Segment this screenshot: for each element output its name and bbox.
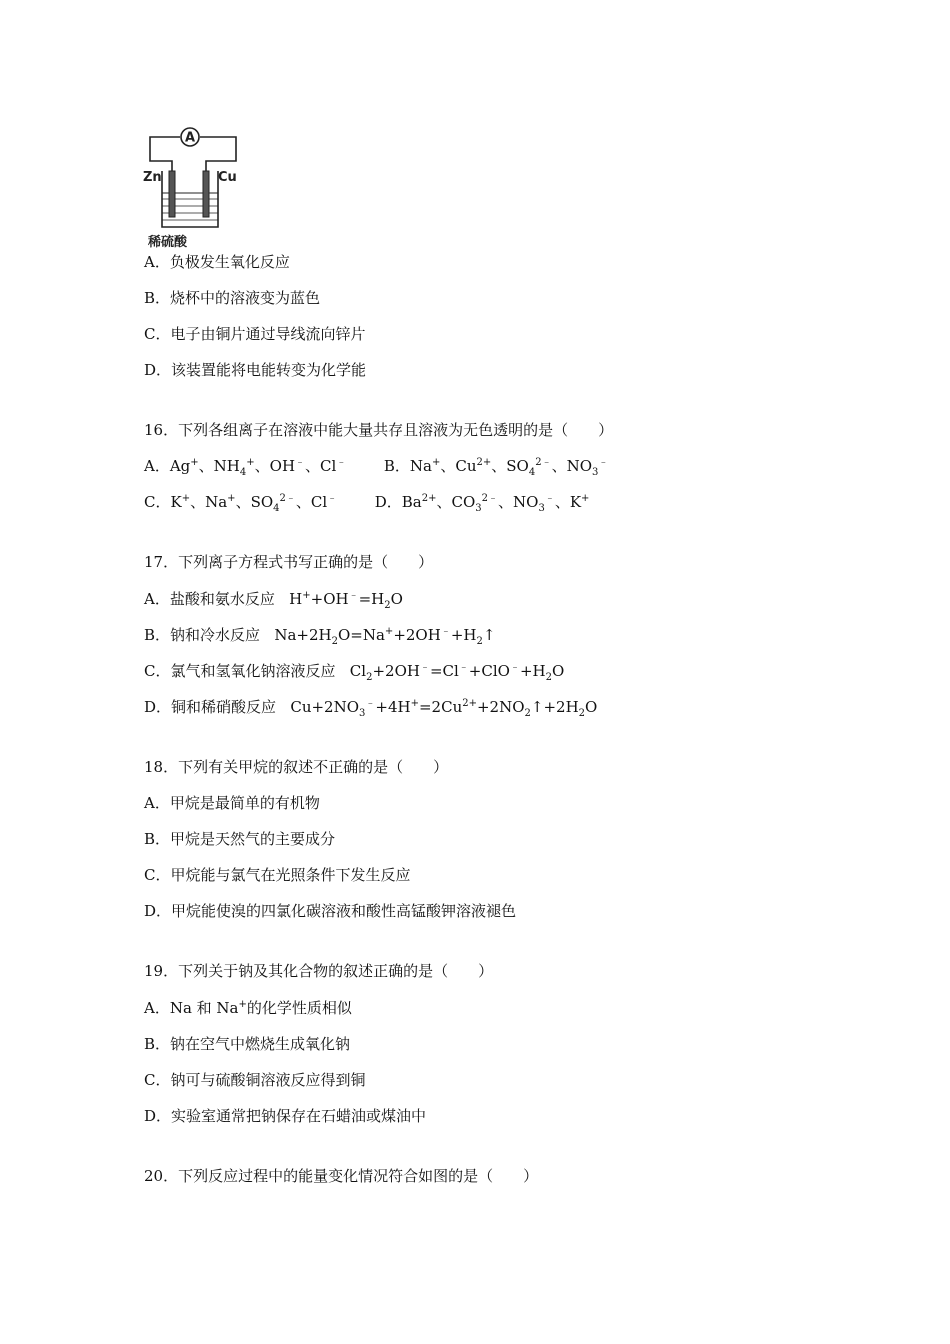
q17-option-a: A．盐酸和氨水反应 $H^++OH^﹣=H_2O$ [144, 590, 403, 611]
q19-option-c: C．钠可与硫酸铜溶液反应得到铜 [144, 1071, 366, 1089]
zinc-electrode [169, 171, 175, 217]
q15-option-a: A．负极发生氧化反应 [144, 253, 290, 271]
q17-d-formula: $Cu+2NO_3^﹣+4H^+=2Cu^{2+}+2NO_2↑+2H_2O$ [290, 698, 598, 719]
q16-option-c: C．K+、Na+、$SO_4^{2﹣}$、Cl﹣ [144, 493, 338, 514]
q18-option-a: A．甲烷是最简单的有机物 [144, 794, 320, 812]
q17-option-d: D．铜和稀硝酸反应 $Cu+2NO_3^﹣+4H^+=2Cu^{2+}+2NO_2↑+2H_2O$ [144, 698, 598, 719]
ammeter-label: A [184, 130, 196, 146]
galvanic-cell-diagram [142, 127, 242, 249]
galvanic-cell-figure [142, 127, 242, 249]
q17-option-b: B．钠和冷水反应 $Na+2H_2O=Na^++2OH^﹣+H_2↑$ [144, 626, 496, 647]
q19-option-b: B．钠在空气中燃烧生成氧化钠 [144, 1035, 351, 1053]
q16-option-a: A．Ag+、$NH_4^+$、OH﹣、Cl﹣ [144, 457, 347, 478]
q18-option-d: D．甲烷能使溴的四氯化碳溶液和酸性高锰酸钾溶液褪色 [144, 902, 517, 920]
q16-option-d: D．$Ba^{2+}$、$CO_3^{2﹣}$、$NO_3^﹣$、K+ [374, 493, 590, 514]
q15-option-c: C．电子由铜片通过导线流向锌片 [144, 325, 366, 343]
q19-option-d: D．实验室通常把钠保存在石蜡油或煤油中 [144, 1107, 427, 1125]
q16-options-cd [144, 492, 589, 512]
q16-options-ab [144, 456, 608, 476]
q17-stem: 17．下列离子方程式书写正确的是（ ） [144, 553, 434, 571]
q20-stem: 20．下列反应过程中的能量变化情况符合如图的是（ ） [144, 1167, 539, 1185]
q16-stem: 16．下列各组离子在溶液中能大量共存且溶液为无色透明的是（ ） [144, 421, 614, 439]
solution-label: 稀硫酸 [148, 235, 188, 249]
q15-option-b: B．烧杯中的溶液变为蓝色 [144, 289, 321, 307]
q17-b-formula: $Na+2H_2O=Na^++2OH^﹣+H_2↑$ [274, 626, 496, 647]
q17-option-c: C．氯气和氢氧化钠溶液反应 $Cl_2+2OH^﹣=Cl^﹣+ClO^﹣+H_2O$ [144, 662, 565, 683]
q17-c-formula: $Cl_2+2OH^﹣=Cl^﹣+ClO^﹣+H_2O$ [349, 662, 565, 683]
q19-stem: 19．下列关于钠及其化合物的叙述正确的是（ ） [144, 962, 494, 980]
copper-electrode [203, 171, 209, 217]
cu-label: Cu [218, 170, 237, 185]
q18-stem: 18．下列有关甲烷的叙述不正确的是（ ） [144, 758, 449, 776]
q17-a-formula: $H^++OH^﹣=H_2O$ [289, 590, 403, 611]
q15-option-d: D．该装置能将电能转变为化学能 [144, 361, 367, 379]
zn-label: Zn [143, 170, 162, 185]
q16-option-b: B．Na+、$Cu^{2+}$、$SO_4^{2﹣}$、$NO_3^﹣$ [383, 457, 609, 478]
q18-option-b: B．甲烷是天然气的主要成分 [144, 830, 336, 848]
q18-option-c: C．甲烷能与氯气在光照条件下发生反应 [144, 866, 411, 884]
q19-option-a: A．Na 和 Na+的化学性质相似 [144, 999, 352, 1017]
